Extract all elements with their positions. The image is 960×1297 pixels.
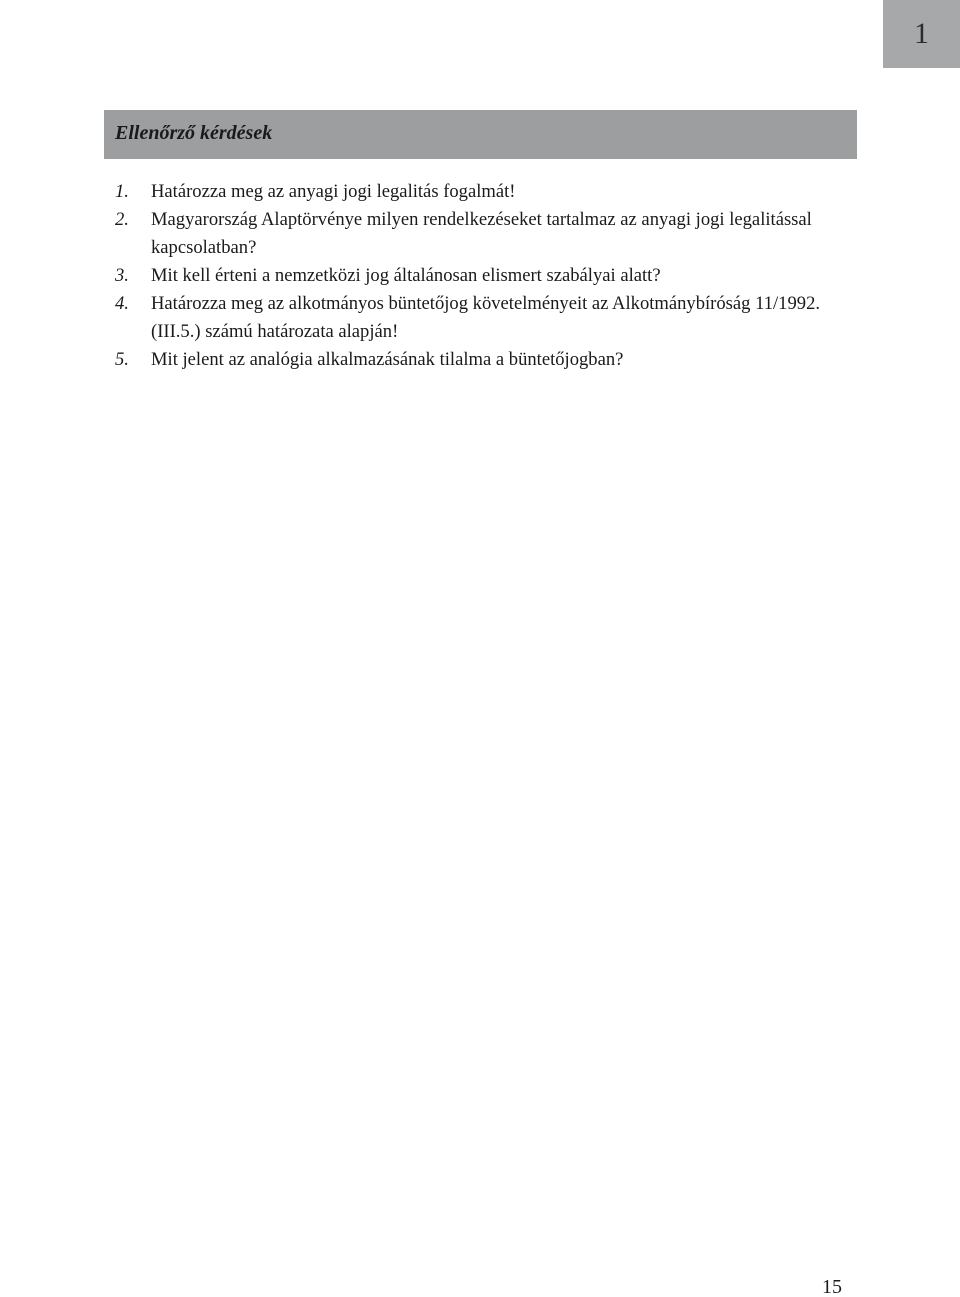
question-number: 4. [115, 293, 129, 314]
chapter-tab [883, 0, 960, 68]
question-text: Határozza meg az anyagi jogi legalitás fogalmát! [151, 181, 516, 202]
question-text: Magyarország Alaptörvénye milyen rendelkezéseket tartalmaz az anyagi jogi legalitással kapcsolatban? [151, 209, 812, 258]
question-item [115, 178, 855, 206]
question-text: Mit jelent az analógia alkalmazásának tilalma a büntetőjogban? [151, 349, 624, 370]
section-header-bar [104, 110, 857, 159]
chapter-number: 1 [914, 17, 929, 50]
section-title: Ellenőrző kérdések [115, 122, 273, 144]
question-number: 5. [115, 349, 129, 370]
question-list [115, 178, 855, 374]
question-item [115, 290, 855, 346]
question-item [115, 346, 855, 374]
question-number: 3. [115, 265, 129, 286]
question-item [115, 206, 855, 262]
question-number: 2. [115, 209, 129, 230]
question-item [115, 262, 855, 290]
question-number: 1. [115, 181, 129, 202]
question-text: Mit kell érteni a nemzetközi jog általánosan elismert szabályai alatt? [151, 265, 661, 286]
question-text: Határozza meg az alkotmányos büntetőjog követelményeit az Alkotmánybíróság 11/1992. (III.5.) számú határozata alapján! [151, 293, 821, 342]
page-number: 15 [822, 1276, 842, 1297]
